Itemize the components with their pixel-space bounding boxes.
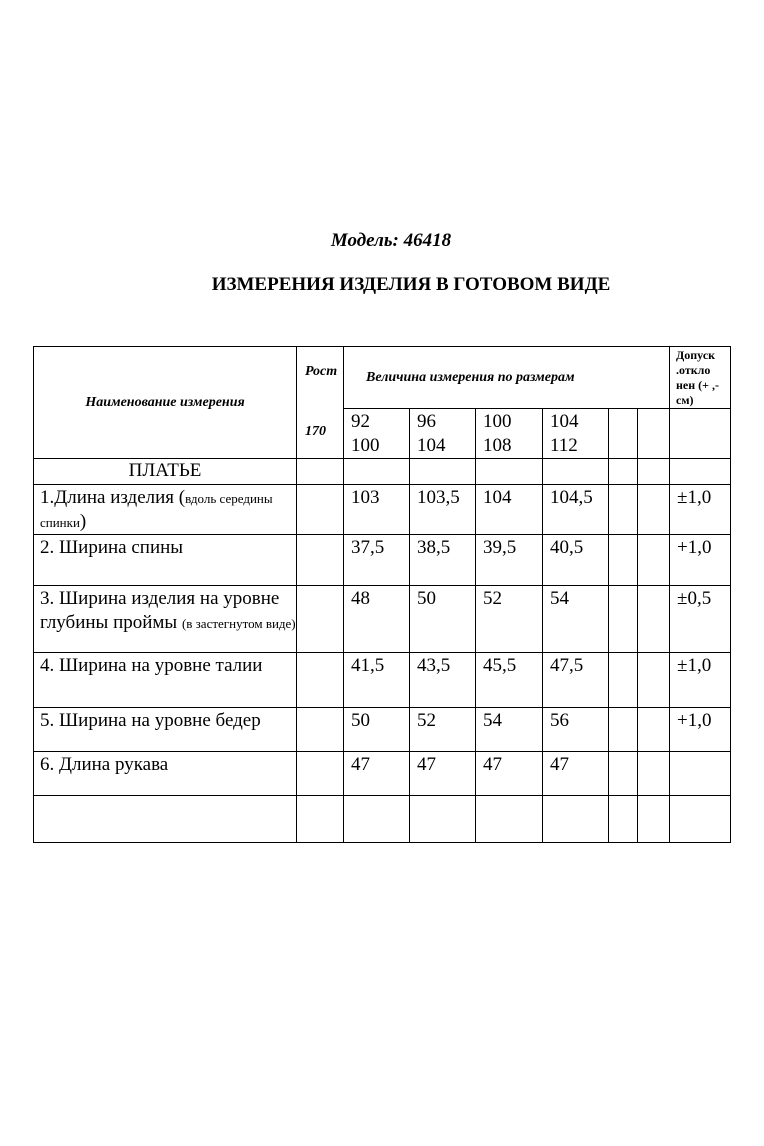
measurement-value: 47 [410, 752, 476, 796]
size-bottom: 112 [550, 435, 578, 456]
measurement-value: 43,5 [410, 653, 476, 708]
empty-cell [638, 409, 670, 459]
measurement-name: 5. Ширина на уровне бедер [34, 708, 297, 752]
table-row [34, 485, 731, 535]
measurement-value: 47 [344, 752, 410, 796]
tolerance-value: ±1,0 [670, 485, 731, 535]
measurement-value: 47,5 [543, 653, 609, 708]
size-bottom: 104 [417, 435, 446, 456]
size-top: 92 [351, 411, 370, 432]
measurement-value: 103 [344, 485, 410, 535]
measurement-value: 48 [344, 586, 410, 653]
empty-row [34, 796, 731, 843]
size-top: 96 [417, 411, 436, 432]
measurement-name: 2. Ширина спины [34, 535, 297, 586]
size-cell [410, 409, 476, 459]
measurement-value: 56 [543, 708, 609, 752]
tolerance-value: ±1,0 [670, 653, 731, 708]
tolerance-value: +1,0 [670, 708, 731, 752]
measurement-value: 103,5 [410, 485, 476, 535]
measurement-value: 54 [543, 586, 609, 653]
header-name: Наименование измерения [34, 347, 297, 459]
measurement-value: 104 [476, 485, 543, 535]
measurement-value: 41,5 [344, 653, 410, 708]
size-top: 100 [483, 411, 512, 432]
size-bottom: 108 [483, 435, 512, 456]
size-cell [543, 409, 609, 459]
size-cell [476, 409, 543, 459]
table-row [34, 752, 731, 796]
measurement-value: 52 [410, 708, 476, 752]
rost-value: 170 [305, 424, 326, 439]
measurement-value: 40,5 [543, 535, 609, 586]
measurement-name: 3. Ширина изделия на уровне глубины проймы (в застегнутом виде) [34, 586, 297, 653]
measurement-name: 1.Длина изделия (вдоль середины спинки) [34, 485, 297, 535]
table-header-row [34, 347, 731, 409]
measurement-value: 37,5 [344, 535, 410, 586]
table-row [34, 653, 731, 708]
tolerance-value: ±0,5 [670, 586, 731, 653]
table-row [34, 586, 731, 653]
table-row [34, 535, 731, 586]
measurement-value: 47 [543, 752, 609, 796]
measurement-value: 38,5 [410, 535, 476, 586]
empty-cell [609, 409, 638, 459]
section-row [34, 459, 731, 485]
measurement-value: 54 [476, 708, 543, 752]
measurement-value: 47 [476, 752, 543, 796]
measurement-name: 4. Ширина на уровне талии [34, 653, 297, 708]
tolerance-value [670, 752, 731, 796]
measurement-value: 45,5 [476, 653, 543, 708]
measurement-value: 52 [476, 586, 543, 653]
table-row [34, 708, 731, 752]
measurement-value: 39,5 [476, 535, 543, 586]
header-velichina: Величина измерения по размерам [344, 347, 670, 409]
rost-label: Рост [305, 364, 338, 379]
size-bottom: 100 [351, 435, 380, 456]
measurement-value: 104,5 [543, 485, 609, 535]
measurement-value: 50 [344, 708, 410, 752]
size-cell [344, 409, 410, 459]
header-tolerance: Допуск .откло нен (+ ,- см) [670, 347, 731, 409]
size-top: 104 [550, 411, 579, 432]
measurements-table [33, 346, 731, 843]
measurement-name: 6. Длина рукава [34, 752, 297, 796]
header-rost [297, 347, 344, 459]
empty-cell [670, 409, 731, 459]
tolerance-value: +1,0 [670, 535, 731, 586]
model-title: Модель: 46418 [330, 230, 452, 251]
document-heading: ИЗМЕРЕНИЯ ИЗДЕЛИЯ В ГОТОВОМ ВИДЕ [211, 274, 611, 295]
section-label: ПЛАТЬЕ [34, 459, 297, 485]
measurement-value: 50 [410, 586, 476, 653]
